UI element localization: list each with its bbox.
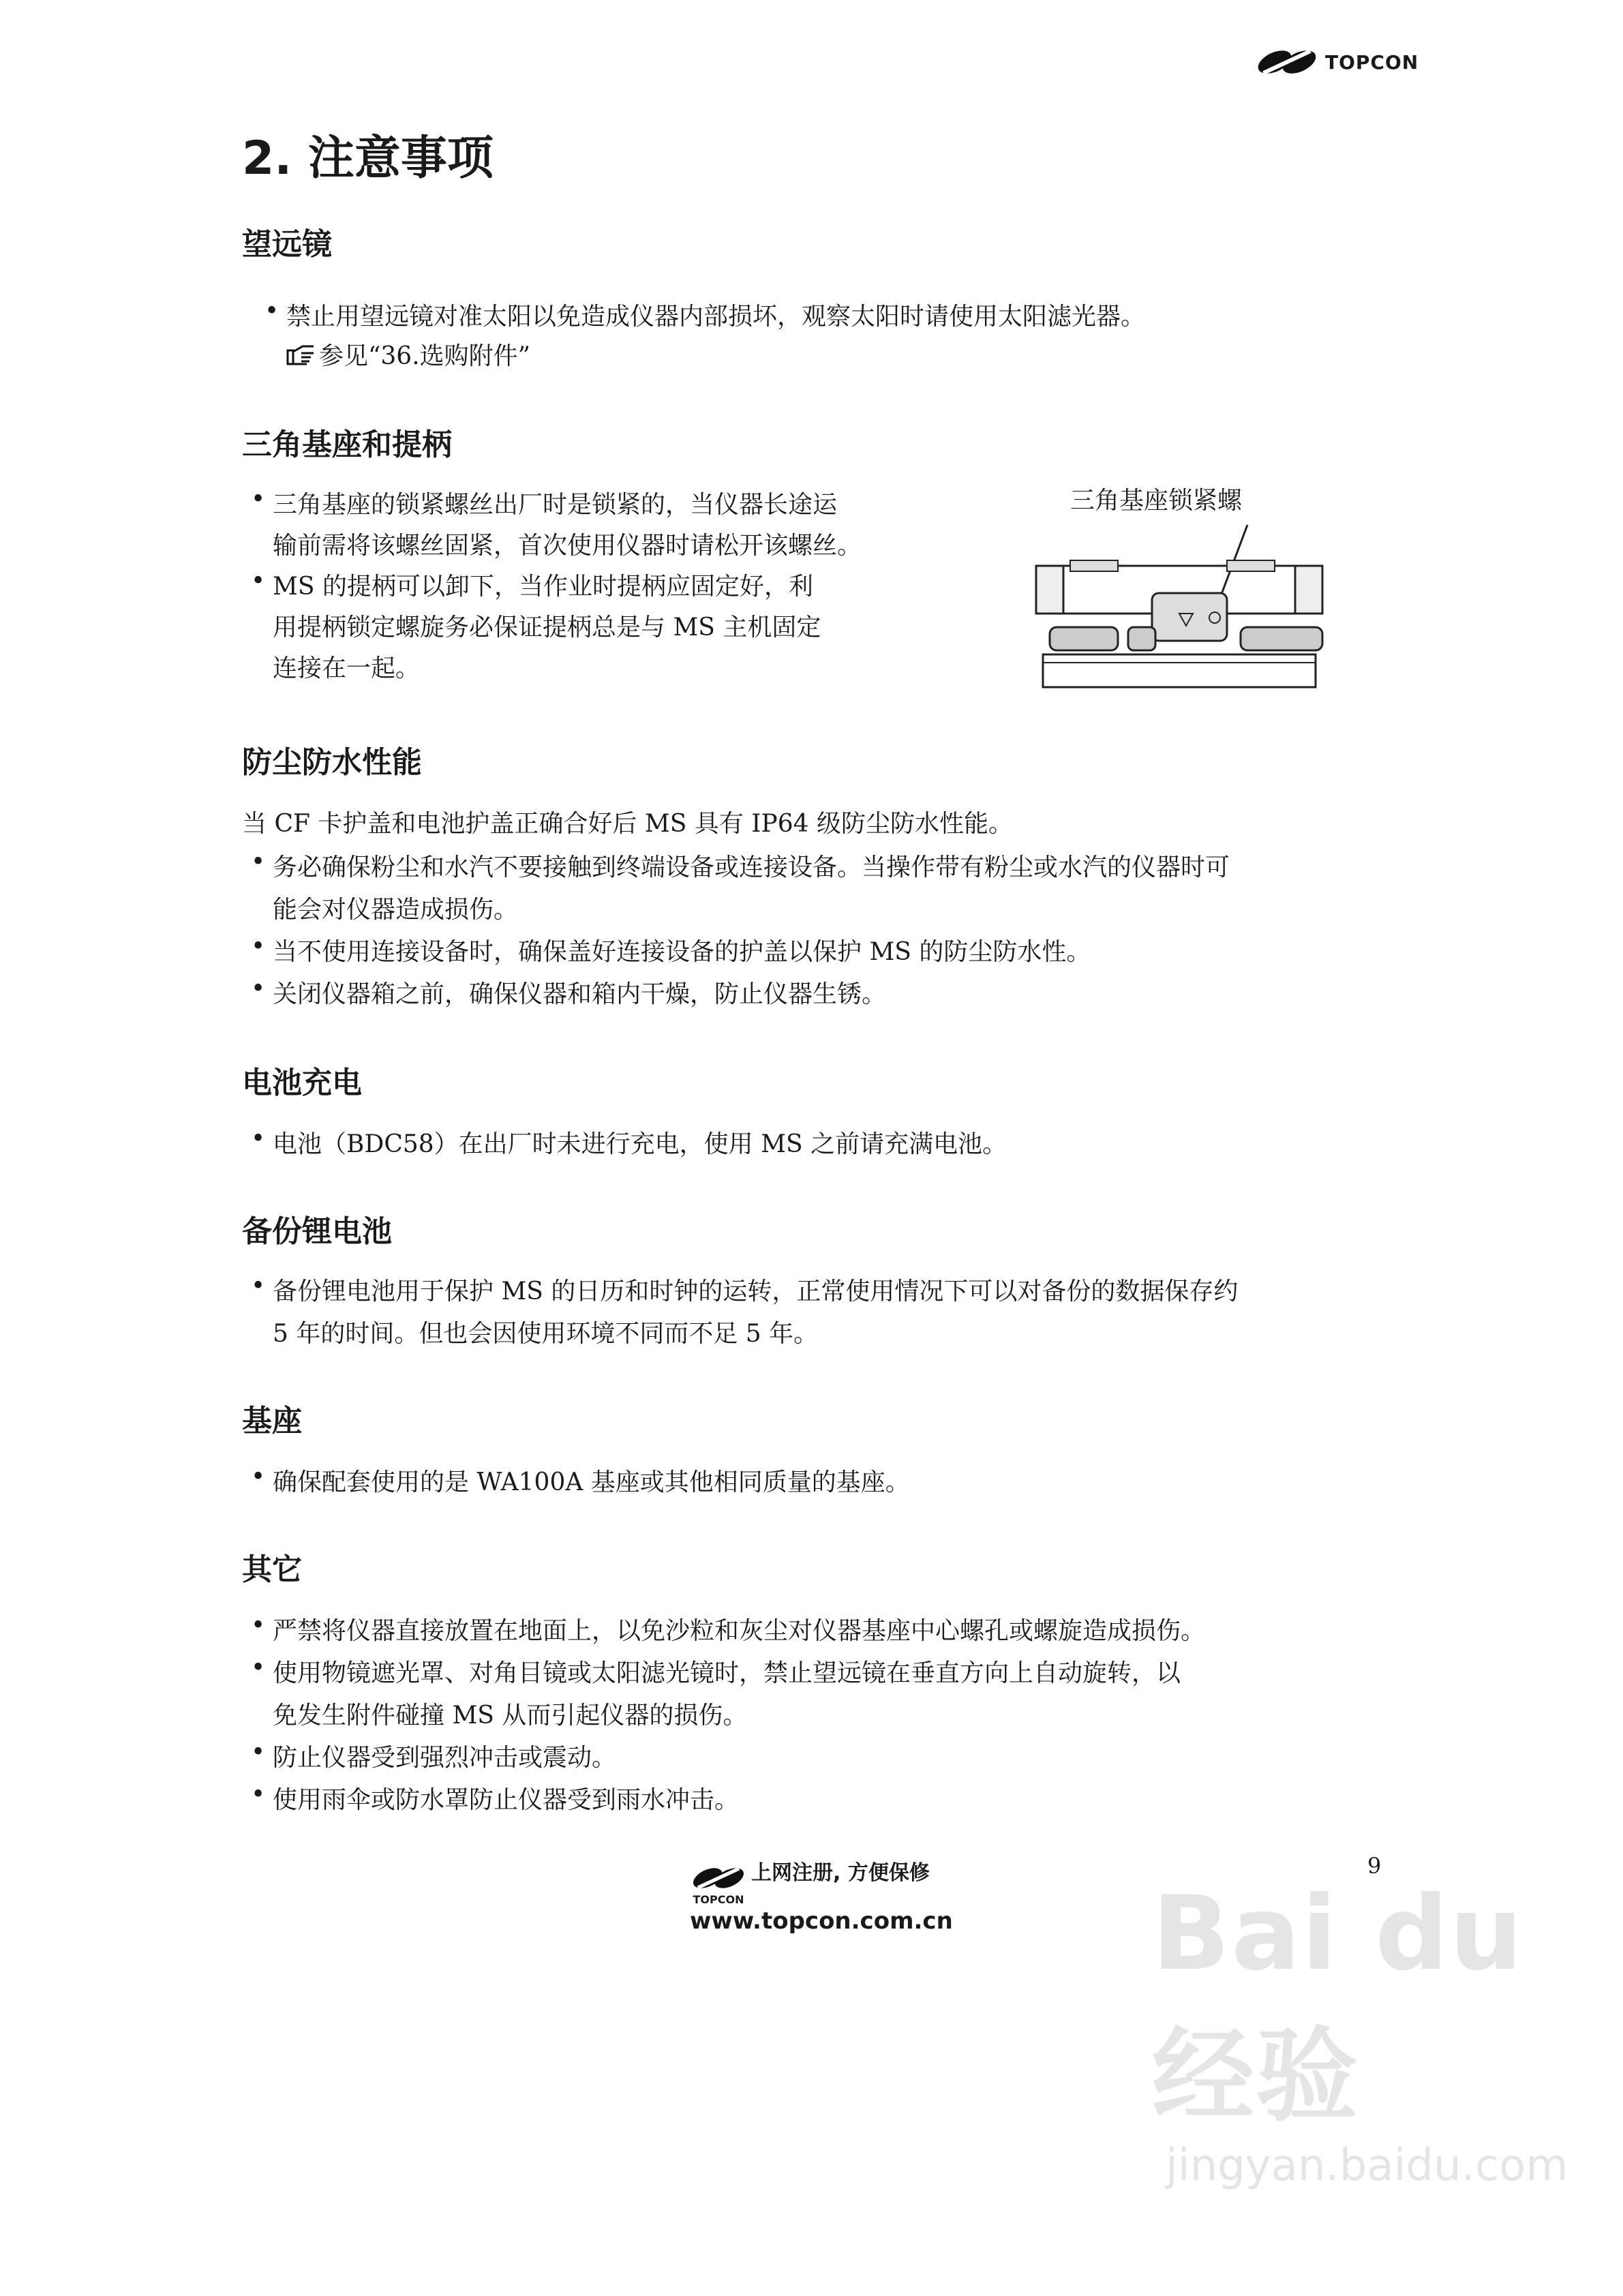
- footer-topcon-logo-icon: [690, 1863, 747, 1893]
- tribrach-line-3: • MS 的提柄可以卸下，当作业时提柄应固定好，利: [273, 567, 813, 602]
- topcon-logo-icon: [1254, 46, 1320, 78]
- tribrach-line-2: 输前需将该螺丝固紧，首次使用仪器时请松开该螺丝。: [273, 532, 862, 560]
- footer-slogan: 上网注册, 方便保修: [751, 1861, 930, 1885]
- other-line-1: • 严禁将仪器直接放置在地面上，以免沙粒和灰尘对仪器基座中心螺孔或螺旋造成损伤。: [273, 1612, 1205, 1646]
- battery-line-1: • 电池（BDC58）在出厂时未进行充电，使用 MS 之前请充满电池。: [273, 1125, 1007, 1160]
- footer-brand-text: TOPCON: [693, 1893, 744, 1906]
- topcon-logo: [1254, 46, 1419, 78]
- dustproof-line-1: • 务必确保粉尘和水汽不要接触到终端设备或连接设备。当操作带有粉尘或水汽的仪器时可: [273, 848, 1230, 883]
- tribrach-diagram: [1022, 518, 1336, 695]
- telescope-reference-text: 参见“36.选购附件”: [319, 342, 531, 370]
- base-line-1: • 确保配套使用的是 WA100A 基座或其他相同质量的基座。: [273, 1463, 910, 1498]
- topcon-logo-text: TOPCON: [1325, 50, 1419, 74]
- dustproof-intro: 当 CF 卡护盖和电池护盖正确合好后 MS 具有 IP64 级防尘防水性能。: [242, 810, 1013, 838]
- other-line-5: • 使用雨伞或防水罩防止仪器受到雨水冲击。: [273, 1781, 739, 1815]
- diagram-label: 三角基座锁紧螺: [1070, 487, 1243, 515]
- baidu-watermark: [1152, 1875, 1623, 2191]
- other-line-2: • 使用物镜遮光罩、对角目镜或太阳滤光镜时，禁止望远镜在垂直方向上自动旋转，以: [273, 1654, 1181, 1689]
- watermark-sub: jingyan.baidu.com: [1166, 2141, 1568, 2191]
- section-heading-tribrach: 三角基座和提柄: [242, 427, 452, 462]
- telescope-reference: [286, 337, 530, 372]
- tribrach-line-4: 用提柄锁定螺旋务必保证提柄总是与 MS 主机固定: [273, 614, 821, 641]
- dustproof-line-4: • 关闭仪器箱之前，确保仪器和箱内干燥，防止仪器生锈。: [273, 975, 886, 1010]
- watermark-main: Bai du 经验: [1152, 1875, 1524, 2136]
- page-number: 9: [1367, 1853, 1382, 1879]
- footer-url: www.topcon.com.cn: [690, 1907, 953, 1935]
- section-heading-battery: 电池充电: [242, 1066, 362, 1100]
- section-heading-other: 其它: [242, 1552, 302, 1587]
- dustproof-line-2: 能会对仪器造成损伤。: [273, 896, 519, 924]
- backup-battery-line-2: 5 年的时间。但也会因使用环境不同而不足 5 年。: [273, 1320, 819, 1348]
- tribrach-line-5: 连接在一起。: [273, 654, 421, 682]
- dustproof-line-3: • 当不使用连接设备时，确保盖好连接设备的护盖以保护 MS 的防尘防水性。: [273, 933, 1091, 967]
- tribrach-line-1: • 三角基座的锁紧螺丝出厂时是锁紧的，当仪器长途运: [273, 485, 837, 520]
- section-heading-backup-battery: 备份锂电池: [242, 1214, 392, 1249]
- page-title: 2. 注意事项: [242, 132, 494, 185]
- section-heading-base: 基座: [242, 1404, 302, 1438]
- backup-battery-line-1: • 备份锂电池用于保护 MS 的日历和时钟的运转，正常使用情况下可以对备份的数据保存约: [273, 1272, 1238, 1307]
- pointing-hand-icon: [286, 344, 316, 367]
- other-line-4: • 防止仪器受到强烈冲击或震动。: [273, 1738, 616, 1773]
- other-line-3: 免发生附件碰撞 MS 从而引起仪器的损伤。: [273, 1702, 748, 1729]
- section-heading-dustproof: 防尘防水性能: [242, 745, 422, 780]
- telescope-item: • 禁止用望远镜对准太阳以免造成仪器内部损坏，观察太阳时请使用太阳滤光器。: [286, 297, 1145, 332]
- footer-brand-block: [690, 1856, 953, 1935]
- section-heading-telescope: 望远镜: [242, 227, 332, 262]
